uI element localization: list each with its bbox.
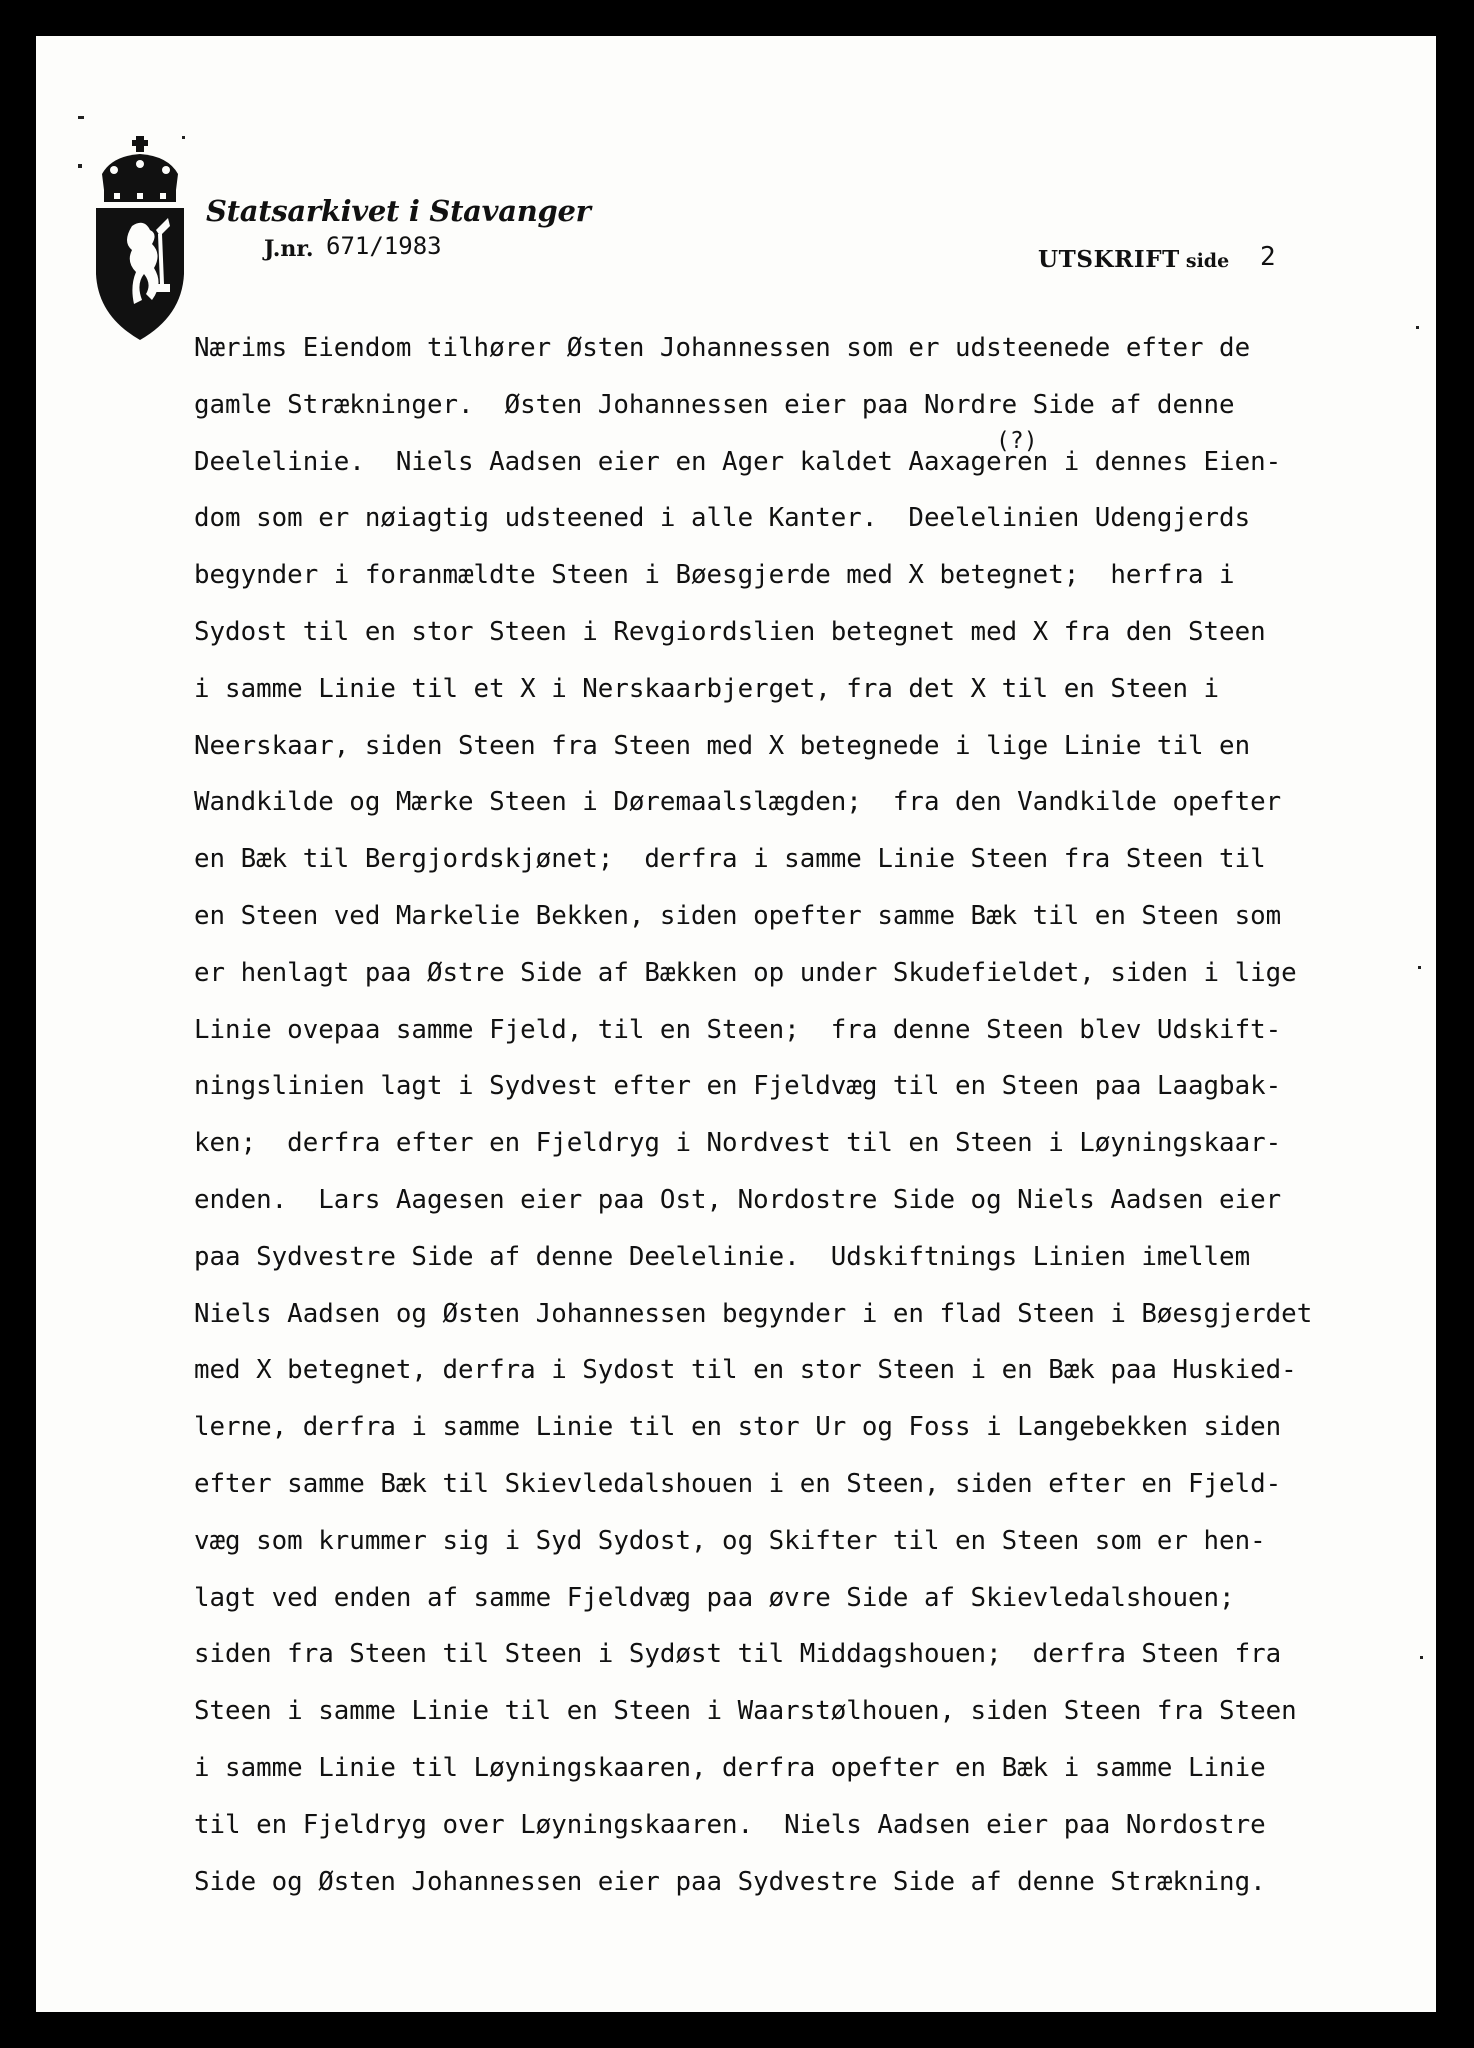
scan-speck <box>78 164 82 168</box>
text-line: Niels Aadsen og Østen Johannessen begynder i en flad Steen i Bøesgjerdet <box>194 1298 1313 1329</box>
scan-speck <box>1416 326 1419 329</box>
text-line: Linie ovepaa samme Fjeld, til en Steen; fra denne Steen blev Udskift- <box>194 1014 1282 1045</box>
scan-speck <box>1418 966 1421 969</box>
norwegian-coat-of-arms-icon <box>92 134 188 344</box>
text-line: Wandkilde og Mærke Steen i Døremaalslægden; fra den Vandkilde opefter <box>194 787 1282 818</box>
text-line: Nærims Eiendom tilhører Østen Johannessen som er udsteenede efter de <box>194 333 1251 363</box>
scan-speck <box>1420 1656 1423 1659</box>
text-line: er henlagt paa Østre Side af Bækken op under Skudefieldet, siden i lige <box>194 957 1297 988</box>
text-line: Sydost til en stor Steen i Revgiordslien betegnet med X fra den Steen <box>194 616 1266 647</box>
text-line: dom som er nøiagtig udsteened i alle Kanter. Deelelinien Udengjerds <box>194 503 1251 534</box>
text-line: Steen i samme Linie til en Steen i Waarstølhouen, siden Steen fra Steen <box>194 1696 1297 1727</box>
text-line: i samme Linie til et X i Nerskaarbjerget, fra det X til en Steen i <box>194 673 1220 704</box>
text-line: Deelelinie. Niels Aadsen eier en Ager kaldet Aaxageren i dennes Eien- <box>194 446 1282 477</box>
text-line: lagt ved enden af samme Fjeldvæg paa øvre Side af Skievledalshouen; <box>194 1582 1235 1613</box>
scan-speck <box>182 136 185 139</box>
text-line: paa Sydvestre Side af denne Deelelinie. Udskiftnings Linien imellem <box>194 1241 1251 1272</box>
text-line: en Steen ved Markelie Bekken, siden opefter samme Bæk til en Steen som <box>194 900 1282 931</box>
text-line: en Bæk til Bergjordskjønet; derfra i samme Linie Steen fra Steen til <box>194 844 1266 875</box>
text-line: gamle Strækninger. Østen Johannessen eier paa Nordre Side af denne <box>194 389 1235 420</box>
jnr-label: J.nr. <box>264 236 314 262</box>
body-text <box>194 328 1434 1918</box>
uncertainty-note: (?) <box>996 428 1038 454</box>
text-line: Side og Østen Johannessen eier paa Sydvestre Side af denne Strækning. <box>194 1866 1266 1897</box>
side-label: side <box>1185 250 1230 272</box>
text-line: i samme Linie til Løyningskaaren, derfra opefter en Bæk i samme Linie <box>194 1752 1266 1783</box>
text-line: ken; derfra efter en Fjeldryg i Nordvest til en Steen i Løyningskaar- <box>194 1128 1282 1159</box>
text-line: ningslinien lagt i Sydvest efter en Fjeldvæg til en Steen paa Laagbak- <box>194 1071 1282 1102</box>
text-line: enden. Lars Aagesen eier paa Ost, Nordostre Side og Niels Aadsen eier <box>194 1184 1282 1215</box>
archive-name: Statsarkivet i Stavanger <box>206 194 591 228</box>
document-page <box>36 36 1436 2012</box>
text-line: til en Fjeldryg over Løyningskaaren. Niels Aadsen eier paa Nordostre <box>194 1809 1266 1840</box>
document-header <box>1038 246 1229 273</box>
text-line: siden fra Steen til Steen i Sydøst til Middagshouen; derfra Steen fra <box>194 1639 1282 1670</box>
text-line: lerne, derfra i samme Linie til en stor Ur og Foss i Langebekken siden <box>194 1412 1282 1443</box>
jnr-value: 671/1983 <box>326 232 442 260</box>
text-line: væg som krummer sig i Syd Sydost, og Skifter til en Steen som er hen- <box>194 1525 1266 1556</box>
scan-speck <box>78 116 84 119</box>
document-label: UTSKRIFT <box>1038 246 1180 273</box>
text-line: Neerskaar, siden Steen fra Steen med X betegnede i lige Linie til en <box>194 730 1251 761</box>
text-line: med X betegnet, derfra i Sydost til en stor Steen i en Bæk paa Huskied- <box>194 1355 1297 1386</box>
text-line: efter samme Bæk til Skievledalshouen i en Steen, siden efter en Fjeld- <box>194 1468 1282 1499</box>
page-number: 2 <box>1260 242 1276 272</box>
text-line: begynder i foranmældte Steen i Bøesgjerde med X betegnet; herfra i <box>194 560 1235 591</box>
